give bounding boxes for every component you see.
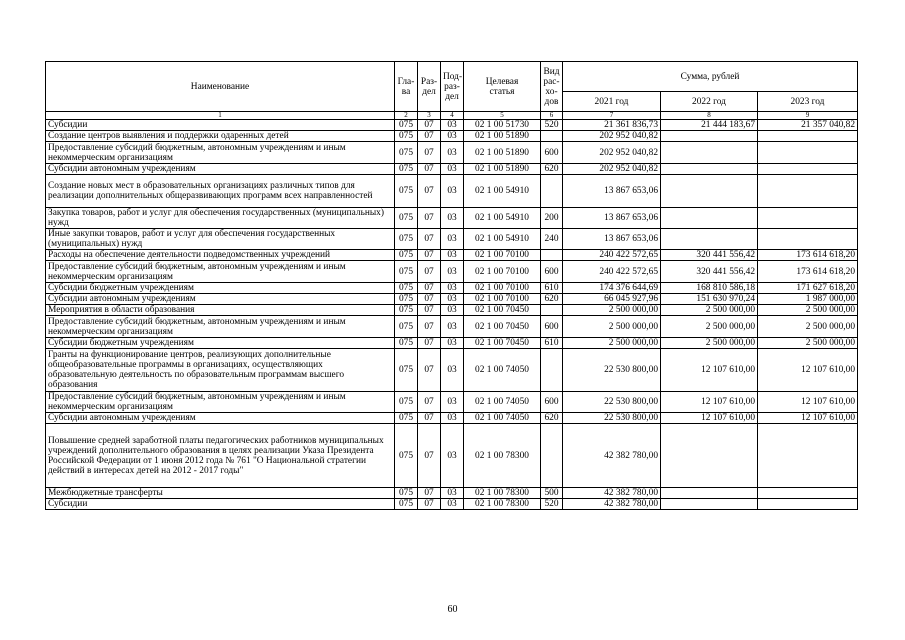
row-amount-2023: 12 107 610,00 — [758, 392, 858, 413]
row-vid — [541, 424, 563, 488]
table-row — [46, 338, 858, 349]
row-vid: 600 — [541, 316, 563, 338]
row-vid: 520 — [541, 499, 563, 510]
row-razdel: 07 — [418, 349, 441, 392]
table-row — [46, 120, 858, 131]
row-amount-2021: 42 382 780,00 — [563, 424, 661, 488]
row-vid — [541, 349, 563, 392]
row-razdel: 07 — [418, 413, 441, 424]
header-podrazdel: Под- раз- дел — [441, 62, 464, 112]
row-statya: 02 1 00 54910 — [464, 229, 541, 250]
row-amount-2021: 240 422 572,65 — [563, 261, 661, 283]
row-name: Субсидии автономным учреждениям — [46, 164, 395, 175]
row-statya: 02 1 00 70100 — [464, 250, 541, 261]
table-body — [46, 120, 858, 510]
table-row — [46, 349, 858, 392]
row-name: Создание центров выявления и поддержки одаренных детей — [46, 131, 395, 142]
column-numbers-row — [46, 112, 858, 120]
table-row — [46, 229, 858, 250]
column-number: 4 — [441, 112, 464, 120]
row-podrazdel: 03 — [441, 316, 464, 338]
row-amount-2023: 2 500 000,00 — [758, 316, 858, 338]
table-row — [46, 250, 858, 261]
row-amount-2023: 1 987 000,00 — [758, 294, 858, 305]
budget-table — [45, 61, 858, 510]
row-glava: 075 — [395, 175, 418, 208]
row-razdel: 07 — [418, 338, 441, 349]
row-amount-2023 — [758, 229, 858, 250]
row-vid — [541, 175, 563, 208]
row-vid: 240 — [541, 229, 563, 250]
row-podrazdel: 03 — [441, 305, 464, 316]
row-podrazdel: 03 — [441, 142, 464, 164]
row-razdel: 07 — [418, 283, 441, 294]
header-2021: 2021 год — [563, 92, 661, 112]
row-amount-2022 — [661, 175, 758, 208]
row-glava: 075 — [395, 283, 418, 294]
row-razdel: 07 — [418, 316, 441, 338]
row-glava: 075 — [395, 338, 418, 349]
row-amount-2021: 202 952 040,82 — [563, 131, 661, 142]
row-razdel: 07 — [418, 294, 441, 305]
row-glava: 075 — [395, 294, 418, 305]
table-row — [46, 305, 858, 316]
row-amount-2023: 12 107 610,00 — [758, 413, 858, 424]
row-name: Мероприятия в области образования — [46, 305, 395, 316]
row-podrazdel: 03 — [441, 424, 464, 488]
row-amount-2022 — [661, 499, 758, 510]
row-podrazdel: 03 — [441, 131, 464, 142]
row-amount-2021: 174 376 644,69 — [563, 283, 661, 294]
row-glava: 075 — [395, 164, 418, 175]
row-name: Повышение средней заработной платы педагогических работников муниципальных учреждений дополнительного образования в целях реализации Указа Президента Российской Федерации от 1 июня 2012 года № 761 "О Национальной стратегии действий в интересах детей на 2012 - 2017 годы" — [46, 424, 395, 488]
header-statya: Целевая статья — [464, 62, 541, 112]
row-amount-2023 — [758, 175, 858, 208]
column-number: 1 — [46, 112, 395, 120]
row-name: Иные закупки товаров, работ и услуг для обеспечения государственных (муниципальных) нужд — [46, 229, 395, 250]
header-2023: 2023 год — [758, 92, 858, 112]
column-number: 3 — [418, 112, 441, 120]
row-name: Расходы на обеспечение деятельности подведомственных учреждений — [46, 250, 395, 261]
row-amount-2022: 168 810 586,18 — [661, 283, 758, 294]
row-podrazdel: 03 — [441, 413, 464, 424]
table-row — [46, 283, 858, 294]
row-amount-2021: 202 952 040,82 — [563, 164, 661, 175]
table-row — [46, 294, 858, 305]
row-podrazdel: 03 — [441, 294, 464, 305]
column-number: 6 — [541, 112, 563, 120]
row-name: Субсидии — [46, 499, 395, 510]
row-vid: 600 — [541, 142, 563, 164]
row-podrazdel: 03 — [441, 208, 464, 229]
row-amount-2022 — [661, 131, 758, 142]
row-name: Предоставление субсидий бюджетным, автономным учреждениям и иным некоммерческим организациям — [46, 392, 395, 413]
row-razdel: 07 — [418, 229, 441, 250]
table-row — [46, 164, 858, 175]
row-glava: 075 — [395, 261, 418, 283]
row-statya: 02 1 00 70100 — [464, 261, 541, 283]
row-glava: 075 — [395, 349, 418, 392]
row-glava: 075 — [395, 120, 418, 131]
row-amount-2023 — [758, 131, 858, 142]
row-vid — [541, 250, 563, 261]
row-razdel: 07 — [418, 164, 441, 175]
row-glava: 075 — [395, 316, 418, 338]
row-amount-2021: 22 530 800,00 — [563, 349, 661, 392]
row-glava: 075 — [395, 488, 418, 499]
row-glava: 075 — [395, 424, 418, 488]
row-amount-2023 — [758, 142, 858, 164]
column-number: 5 — [464, 112, 541, 120]
row-amount-2023: 173 614 618,20 — [758, 250, 858, 261]
row-amount-2022: 12 107 610,00 — [661, 413, 758, 424]
row-amount-2022: 2 500 000,00 — [661, 305, 758, 316]
row-statya: 02 1 00 54910 — [464, 175, 541, 208]
row-vid: 200 — [541, 208, 563, 229]
row-vid: 600 — [541, 392, 563, 413]
row-amount-2021: 2 500 000,00 — [563, 305, 661, 316]
row-razdel: 07 — [418, 142, 441, 164]
table-row — [46, 175, 858, 208]
row-amount-2022: 2 500 000,00 — [661, 316, 758, 338]
row-statya: 02 1 00 70450 — [464, 338, 541, 349]
row-podrazdel: 03 — [441, 229, 464, 250]
row-amount-2022: 320 441 556,42 — [661, 261, 758, 283]
row-statya: 02 1 00 74050 — [464, 392, 541, 413]
row-amount-2023: 171 627 618,20 — [758, 283, 858, 294]
row-podrazdel: 03 — [441, 349, 464, 392]
row-amount-2022 — [661, 164, 758, 175]
row-amount-2022 — [661, 424, 758, 488]
row-amount-2021: 240 422 572,65 — [563, 250, 661, 261]
row-statya: 02 1 00 78300 — [464, 424, 541, 488]
row-statya: 02 1 00 70450 — [464, 316, 541, 338]
row-amount-2021: 13 867 653,06 — [563, 175, 661, 208]
row-podrazdel: 03 — [441, 283, 464, 294]
row-amount-2023 — [758, 164, 858, 175]
row-razdel: 07 — [418, 305, 441, 316]
row-amount-2022 — [661, 208, 758, 229]
row-amount-2021: 13 867 653,06 — [563, 229, 661, 250]
row-podrazdel: 03 — [441, 499, 464, 510]
column-number: 2 — [395, 112, 418, 120]
column-number: 7 — [563, 112, 661, 120]
row-amount-2021: 22 530 800,00 — [563, 392, 661, 413]
row-podrazdel: 03 — [441, 250, 464, 261]
row-amount-2023: 2 500 000,00 — [758, 305, 858, 316]
row-vid: 610 — [541, 338, 563, 349]
row-vid — [541, 131, 563, 142]
row-razdel: 07 — [418, 120, 441, 131]
row-amount-2023 — [758, 208, 858, 229]
row-name: Субсидии бюджетным учреждениям — [46, 283, 395, 294]
table-row — [46, 131, 858, 142]
table-row — [46, 142, 858, 164]
table-row — [46, 392, 858, 413]
row-glava: 075 — [395, 305, 418, 316]
table-row — [46, 316, 858, 338]
row-vid: 610 — [541, 283, 563, 294]
row-statya: 02 1 00 51890 — [464, 142, 541, 164]
row-statya: 02 1 00 78300 — [464, 499, 541, 510]
row-glava: 075 — [395, 413, 418, 424]
row-razdel: 07 — [418, 488, 441, 499]
row-vid: 620 — [541, 294, 563, 305]
row-razdel: 07 — [418, 424, 441, 488]
row-razdel: 07 — [418, 175, 441, 208]
row-amount-2022: 320 441 556,42 — [661, 250, 758, 261]
row-glava: 075 — [395, 131, 418, 142]
row-name: Субсидии — [46, 120, 395, 131]
row-amount-2023: 12 107 610,00 — [758, 349, 858, 392]
row-name: Закупка товаров, работ и услуг для обеспечения государственных (муниципальных) нужд — [46, 208, 395, 229]
row-razdel: 07 — [418, 392, 441, 413]
row-amount-2023: 2 500 000,00 — [758, 338, 858, 349]
row-podrazdel: 03 — [441, 338, 464, 349]
row-amount-2023 — [758, 499, 858, 510]
header-vid: Вид рас- хо- дов — [541, 62, 563, 112]
row-statya: 02 1 00 70100 — [464, 283, 541, 294]
row-name: Предоставление субсидий бюджетным, автономным учреждениям и иным некоммерческим организациям — [46, 142, 395, 164]
row-name: Субсидии автономным учреждениям — [46, 294, 395, 305]
row-amount-2023: 21 357 040,82 — [758, 120, 858, 131]
row-podrazdel: 03 — [441, 392, 464, 413]
row-podrazdel: 03 — [441, 175, 464, 208]
column-number: 8 — [661, 112, 758, 120]
row-name: Предоставление субсидий бюджетным, автономным учреждениям и иным некоммерческим организациям — [46, 261, 395, 283]
row-podrazdel: 03 — [441, 488, 464, 499]
row-name: Предоставление субсидий бюджетным, автономным учреждениям и иным некоммерческим организациям — [46, 316, 395, 338]
table-row — [46, 499, 858, 510]
row-vid — [541, 305, 563, 316]
table-row — [46, 261, 858, 283]
row-podrazdel: 03 — [441, 120, 464, 131]
row-vid: 620 — [541, 164, 563, 175]
row-razdel: 07 — [418, 499, 441, 510]
row-amount-2022 — [661, 142, 758, 164]
row-glava: 075 — [395, 142, 418, 164]
row-amount-2021: 13 867 653,06 — [563, 208, 661, 229]
page-number: 60 — [447, 604, 458, 615]
column-number: 9 — [758, 112, 858, 120]
row-statya: 02 1 00 51730 — [464, 120, 541, 131]
header-summa: Сумма, рублей — [563, 62, 858, 92]
row-razdel: 07 — [418, 250, 441, 261]
row-amount-2021: 21 361 836,73 — [563, 120, 661, 131]
row-amount-2021: 202 952 040,82 — [563, 142, 661, 164]
row-amount-2022: 2 500 000,00 — [661, 338, 758, 349]
header-name: Наименование — [46, 62, 395, 112]
table-row — [46, 413, 858, 424]
row-amount-2022: 151 630 970,24 — [661, 294, 758, 305]
row-statya: 02 1 00 70100 — [464, 294, 541, 305]
row-amount-2023: 173 614 618,20 — [758, 261, 858, 283]
row-amount-2022: 12 107 610,00 — [661, 349, 758, 392]
header-razdel: Раз- дел — [418, 62, 441, 112]
row-amount-2021: 22 530 800,00 — [563, 413, 661, 424]
row-name: Гранты на функционирование центров, реализующих дополнительные общеобразовательные программы в организациях, осуществляющих образовательную деятельность по образовательным программам высшего образования — [46, 349, 395, 392]
row-amount-2021: 42 382 780,00 — [563, 488, 661, 499]
row-amount-2023 — [758, 424, 858, 488]
row-vid: 600 — [541, 261, 563, 283]
row-razdel: 07 — [418, 261, 441, 283]
row-vid: 520 — [541, 120, 563, 131]
row-name: Субсидии бюджетным учреждениям — [46, 338, 395, 349]
row-razdel: 07 — [418, 131, 441, 142]
row-statya: 02 1 00 74050 — [464, 413, 541, 424]
row-amount-2021: 42 382 780,00 — [563, 499, 661, 510]
row-glava: 075 — [395, 392, 418, 413]
row-statya: 02 1 00 78300 — [464, 488, 541, 499]
row-podrazdel: 03 — [441, 261, 464, 283]
row-statya: 02 1 00 54910 — [464, 208, 541, 229]
row-amount-2022: 12 107 610,00 — [661, 392, 758, 413]
table-row — [46, 208, 858, 229]
row-statya: 02 1 00 70450 — [464, 305, 541, 316]
row-amount-2022 — [661, 488, 758, 499]
row-name: Создание новых мест в образовательных организациях различных типов для реализации дополнительных общеразвивающих программ всех направленностей — [46, 175, 395, 208]
row-amount-2023 — [758, 488, 858, 499]
row-razdel: 07 — [418, 208, 441, 229]
table-row — [46, 488, 858, 499]
row-glava: 075 — [395, 229, 418, 250]
row-name: Межбюджетные трансферты — [46, 488, 395, 499]
row-statya: 02 1 00 74050 — [464, 349, 541, 392]
row-podrazdel: 03 — [441, 164, 464, 175]
table-row — [46, 424, 858, 488]
row-statya: 02 1 00 51890 — [464, 164, 541, 175]
row-amount-2022: 21 444 183,67 — [661, 120, 758, 131]
row-amount-2021: 2 500 000,00 — [563, 316, 661, 338]
row-statya: 02 1 00 51890 — [464, 131, 541, 142]
row-name: Субсидии автономным учреждениям — [46, 413, 395, 424]
row-glava: 075 — [395, 250, 418, 261]
row-glava: 075 — [395, 208, 418, 229]
header-glava: Гла- ва — [395, 62, 418, 112]
row-vid: 500 — [541, 488, 563, 499]
row-amount-2022 — [661, 229, 758, 250]
row-vid: 620 — [541, 413, 563, 424]
row-amount-2021: 66 045 927,96 — [563, 294, 661, 305]
row-glava: 075 — [395, 499, 418, 510]
row-amount-2021: 2 500 000,00 — [563, 338, 661, 349]
header-2022: 2022 год — [661, 92, 758, 112]
